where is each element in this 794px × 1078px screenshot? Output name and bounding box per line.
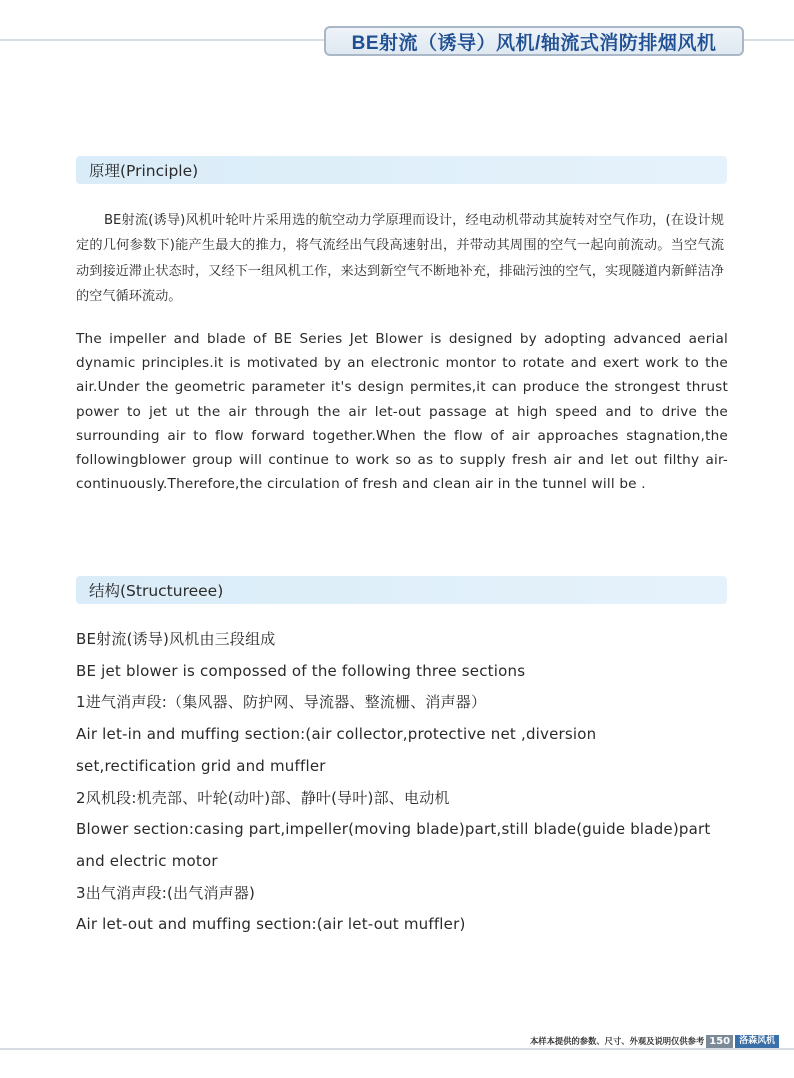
structure-line: Air let-in and muffing section:(air collector,protective net ,diversion	[76, 725, 597, 744]
structure-line: BE射流(诱导)风机由三段组成	[76, 630, 276, 648]
structure-line: set,rectification grid and muffler	[76, 756, 326, 775]
brand-label: 洛森风机	[735, 1035, 779, 1048]
section-heading-structure: 结构(Structureee)	[76, 576, 727, 604]
structure-line: 3出气消声段:(出气消声器)	[76, 883, 256, 902]
structure-line: Blower section:casing part,impeller(moving blade)part,still blade(guide blade)part	[76, 820, 711, 839]
page-title: BE射流（诱导）风机/轴流式消防排烟风机	[324, 26, 744, 56]
page-footer	[530, 1034, 779, 1048]
structure-line: 1进气消声段:（集风器、防护网、导流器、整流栅、消声器）	[76, 693, 487, 712]
section-heading-principle: 原理(Principle)	[76, 156, 727, 184]
structure-line: and electric motor	[76, 851, 218, 870]
footer-disclaimer: 本样本提供的参数、尺寸、外观及说明仅供参考	[530, 1036, 705, 1046]
structure-line: 2风机段:机壳部、叶轮(动叶)部、静叶(导叶)部、电动机	[76, 788, 450, 807]
principle-paragraph-zh: BE射流(诱导)风机叶轮叶片采用选的航空动力学原理而设计，经电动机带动其旋转对空气作功，(在设计规定的几何参数下)能产生最大的推力，将气流经出气段高速射出，并带动其周围的空气一起向前流动。当空气流动到接近滞止状态时，又经下一组风机工作，来达到新空气不断地补充，排础污浊的空气，实现隧道内新鲜洁净的空气循环流动。	[76, 213, 724, 304]
structure-line: Air let-out and muffing section:(air let-out muffler)	[76, 915, 466, 934]
principle-paragraph-en: The impeller and blade of BE Series Jet Blower is designed by adopting advanced aerial dynamic principles.it is motivated by an electronic montor to rotate and exert work to the air.Under the geometric parameter it's design permites,it can produce the strongest thrust power to jet ut the air through the air let-out passage at high speed and to drive the surrounding air to flow forward together.When the flow of air approaches stagnation,the followingblower group will continue to work so as to supply fresh air and let out filthy air-continuously.Therefore,the circulation of fresh and clean air in the tunnel will be .	[76, 331, 728, 493]
structure-line: BE jet blower is compossed of the following three sections	[76, 661, 526, 680]
bottom-rule	[0, 1048, 794, 1050]
structure-list	[76, 624, 736, 941]
page-number: 150	[706, 1035, 733, 1048]
